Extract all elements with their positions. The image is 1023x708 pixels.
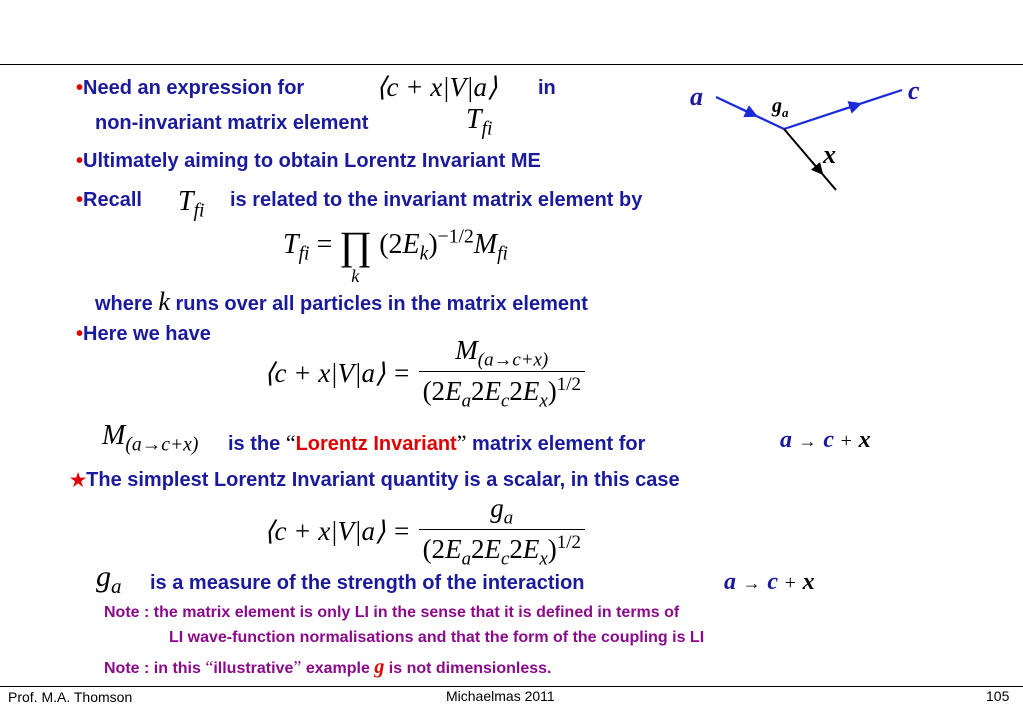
bullet-1-marker: •	[76, 77, 84, 99]
eq2-den-a: a	[461, 390, 472, 412]
eq3-lhs: ⟨c + x|V|a⟩ =	[264, 516, 411, 547]
reaction-2-arrow: →	[742, 573, 761, 593]
tfi-sub: fi	[481, 118, 493, 140]
vertex-diagram	[680, 72, 940, 202]
tfi-T: T	[466, 104, 482, 135]
eq1-T: T	[283, 229, 299, 260]
m-is-the: is the	[228, 433, 281, 455]
m-rest: matrix element for	[472, 433, 646, 455]
eq3-fraction	[419, 493, 585, 571]
star-icon: ★	[70, 470, 87, 490]
bullet-3-math	[178, 186, 204, 223]
where-line	[95, 287, 588, 317]
arrow-a	[740, 108, 756, 116]
bullet-3-marker: •	[76, 189, 84, 211]
eq3-den-sup: 1/2	[556, 532, 581, 554]
bullet-1	[76, 77, 304, 100]
eq3-num-sub: a	[503, 507, 514, 529]
note-2-a: Note : in this	[104, 660, 201, 677]
eq2-num-M: M	[455, 335, 478, 365]
reaction-1-arrow: →	[798, 431, 817, 451]
bullet-2-marker: •	[76, 150, 84, 172]
note-2-illus: illustrative	[213, 660, 294, 677]
reaction-1-x: x	[858, 427, 871, 453]
g-label-g: g	[96, 560, 111, 593]
eq1-equals: =	[316, 229, 333, 260]
m-label-M: M	[102, 420, 126, 451]
eq3-denominator: $(2E_a2E_c2E_x)^{1/2}$	[419, 529, 585, 570]
eq1-close: )	[428, 229, 438, 260]
star-text: The simplest Lorentz Invariant quantity is a scalar, in this case	[86, 469, 680, 491]
m-label-sub: (a→c+x)	[125, 434, 199, 456]
g-label-sub: a	[111, 574, 122, 598]
eq1-prod-symbol: ∏	[339, 223, 373, 268]
diagram-label-x: x	[823, 140, 836, 169]
eq1-T-sub: fi	[298, 243, 310, 265]
bullet-3-text: is related to the invariant matrix element by	[230, 189, 643, 211]
bullet-1-line2: non-invariant matrix element	[95, 112, 369, 134]
where-rest: runs over all particles in the matrix element	[175, 293, 588, 315]
bullet-1-line2-math	[466, 104, 492, 141]
eq2-den-close: )	[547, 376, 557, 407]
reaction-2-c: c	[767, 569, 778, 595]
eq1-M: M	[473, 229, 498, 260]
bullet-2-text: Ultimately aiming to obtain Lorentz Invariant ME	[83, 150, 541, 172]
diagram-label-a: a	[690, 82, 703, 111]
eq1-Ek-sub: k	[419, 243, 429, 265]
eq3-den-c: c	[501, 548, 510, 570]
m-lorentz: Lorentz Invariant	[295, 433, 457, 455]
reaction-2	[724, 568, 815, 596]
bullet-2	[76, 150, 541, 173]
bullet-1-text: Need an expression for	[83, 77, 305, 99]
bullet-1-suffix: in	[538, 77, 556, 99]
eq3-num-g: g	[490, 493, 504, 523]
recall-sub: fi	[193, 200, 205, 222]
reaction-2-x: x	[802, 569, 815, 595]
reaction-1	[780, 426, 871, 454]
vertex-sub: a	[782, 105, 789, 120]
bullet-3	[76, 189, 142, 212]
bullet-4-text: Here we have	[83, 323, 211, 345]
eq2-den-x: x	[539, 390, 548, 412]
footer-author: Prof. M.A. Thomson	[8, 689, 133, 705]
reaction-1-a: a	[780, 427, 792, 453]
arrow-x	[812, 162, 822, 174]
diagram-vertex-label	[772, 95, 789, 121]
bullet-1-math: ⟨c + x|V|a⟩	[376, 72, 498, 102]
g-description: is a measure of the strength of the interaction	[150, 572, 585, 594]
m-lquote: “	[285, 430, 296, 455]
eq3-den-x: x	[539, 548, 548, 570]
note-2-c: is not dimensionless.	[388, 660, 552, 677]
note-1-line-1: Note : the matrix element is only LI in the sense that it is defined in terms of	[104, 604, 680, 621]
arrow-c	[840, 104, 860, 111]
bullet-4-marker: •	[76, 323, 84, 345]
eq2-lhs: ⟨c + x|V|a⟩ =	[264, 358, 411, 389]
eq2-den-c: c	[501, 390, 510, 412]
eq2-num-sub: (a→c+x)	[477, 349, 549, 371]
eq2-numerator	[419, 335, 585, 371]
bullet-4	[76, 323, 211, 346]
reaction-2-plus: +	[784, 572, 796, 594]
m-rquote: ”	[456, 430, 467, 455]
diagram-label-c: c	[908, 76, 920, 105]
bottom-rule	[0, 686, 1023, 687]
eq1-prod-sub: k	[351, 266, 360, 286]
where-k: k	[158, 287, 170, 316]
note-2-lquote: “	[205, 657, 214, 677]
footer-page-number: 105	[986, 688, 1010, 704]
eq1-M-sub: fi	[497, 243, 508, 265]
m-description	[228, 430, 645, 456]
eq3-den-close: )	[547, 534, 557, 565]
recall-T: T	[178, 186, 194, 217]
note-2-b: example	[305, 660, 370, 677]
top-rule	[0, 64, 1023, 65]
equation-1	[283, 222, 508, 286]
equation-3	[264, 493, 585, 571]
star-bullet	[70, 469, 680, 492]
eq2-den-sup: 1/2	[556, 374, 581, 396]
note-2-rquote: ”	[293, 657, 302, 677]
reaction-1-c: c	[823, 427, 834, 453]
note-2-g: g	[374, 656, 385, 678]
vertex-g: g	[772, 95, 782, 117]
where-word: where	[95, 293, 153, 315]
eq1-open: (2E	[379, 229, 420, 260]
reaction-1-plus: +	[840, 430, 852, 452]
eq3-numerator	[419, 493, 585, 529]
g-label	[96, 560, 122, 599]
equation-2	[264, 335, 585, 413]
footer-term: Michaelmas 2011	[446, 688, 555, 704]
reaction-2-a: a	[724, 569, 736, 595]
note-2	[104, 656, 551, 679]
bullet-3-recall: Recall	[83, 189, 142, 211]
eq3-den-a: a	[461, 548, 472, 570]
eq1-sup: −1/2	[437, 226, 474, 248]
eq2-denominator: $(2E_a2E_c2E_x)^{1/2}$	[419, 371, 585, 412]
eq1-product	[339, 222, 373, 286]
eq2-fraction	[419, 335, 585, 413]
m-label	[102, 420, 198, 457]
note-1-line-2: LI wave-function normalisations and that the form of the coupling is LI	[169, 629, 705, 646]
